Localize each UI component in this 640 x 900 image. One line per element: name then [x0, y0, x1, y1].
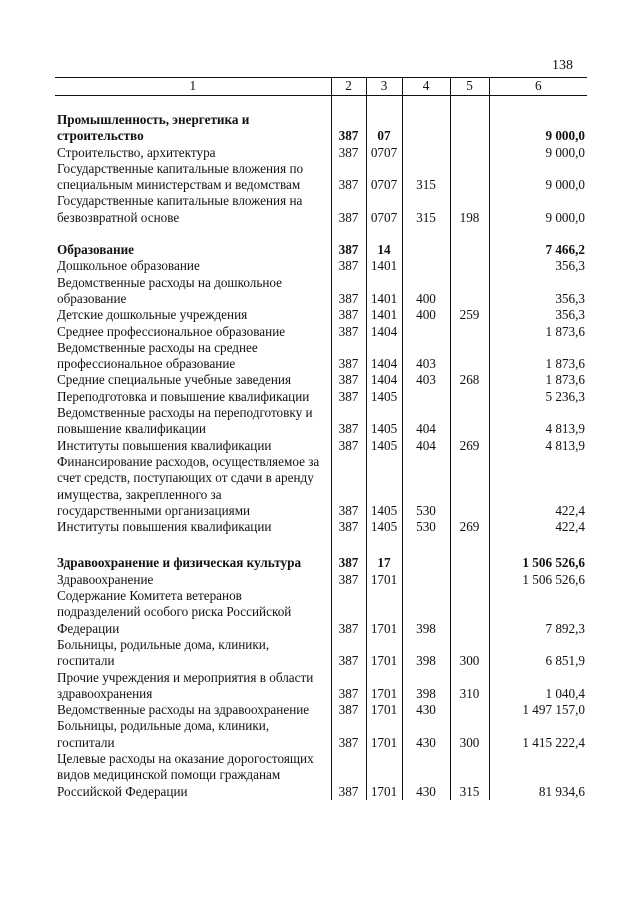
- section-code-cell: 1405: [366, 519, 402, 535]
- code-cell: 387: [331, 340, 366, 373]
- table-row: [55, 161, 587, 194]
- empty-cell: [489, 535, 587, 555]
- code-cell: 387: [331, 555, 366, 571]
- target-code-cell: [402, 112, 450, 145]
- row-name-cell: Переподготовка и повышение квалификации: [57, 388, 310, 404]
- row-name-cell: Среднее профессиональное образование: [57, 323, 286, 339]
- empty-cell: [366, 96, 402, 113]
- section-code-cell: 1405: [366, 405, 402, 438]
- row-name-cell: Образование: [57, 242, 135, 258]
- section-code-cell: 1405: [366, 389, 402, 405]
- expense-type-cell: [450, 258, 489, 274]
- expense-type-cell: 269: [450, 519, 489, 535]
- code-cell: 387: [331, 702, 366, 718]
- column-header-1: 1: [55, 78, 331, 96]
- target-code-cell: 530: [402, 454, 450, 519]
- expense-type-cell: [450, 572, 489, 588]
- budget-table: [55, 77, 587, 800]
- section-code-cell: 14: [366, 242, 402, 258]
- section-code-cell: 1405: [366, 454, 402, 519]
- table-row: [55, 438, 587, 454]
- amount-cell: 81 934,6: [489, 751, 587, 800]
- section-code-cell: 1401: [366, 307, 402, 323]
- expense-type-cell: [450, 588, 489, 637]
- spacer-row: [55, 96, 587, 113]
- amount-cell: 9 000,0: [489, 145, 587, 161]
- empty-cell: [402, 535, 450, 555]
- table-header-row: [55, 78, 587, 96]
- section-code-cell: 0707: [366, 145, 402, 161]
- code-cell: 387: [331, 242, 366, 258]
- section-row: [55, 242, 587, 258]
- table-row: [55, 670, 587, 703]
- column-header-4: 4: [402, 78, 450, 96]
- amount-cell: 7 466,2: [489, 242, 587, 258]
- empty-cell: [402, 226, 450, 242]
- column-header-2: 2: [331, 78, 366, 96]
- amount-cell: 1 415 222,4: [489, 718, 587, 751]
- expense-type-cell: [450, 340, 489, 373]
- empty-cell: [55, 535, 331, 555]
- empty-cell: [55, 96, 331, 113]
- section-code-cell: 0707: [366, 161, 402, 194]
- table-row: [55, 275, 587, 308]
- code-cell: 387: [331, 405, 366, 438]
- row-name-cell: Финансирование расходов, осуществляемое за счет средств, поступающих от сдачи в аренду имущества, закрепленного за государственными организациями: [57, 453, 320, 518]
- empty-cell: [489, 226, 587, 242]
- expense-type-cell: 198: [450, 193, 489, 226]
- row-name-cell: Государственные капитальные вложения по специальным министерствам и ведомствам: [57, 160, 304, 193]
- target-code-cell: [402, 145, 450, 161]
- section-code-cell: 1401: [366, 275, 402, 308]
- table-row: [55, 718, 587, 751]
- section-code-cell: 1701: [366, 572, 402, 588]
- section-code-cell: 1405: [366, 438, 402, 454]
- row-name-cell: Целевые расходы на оказание дорогостоящих видов медицинской помощи гражданам Российской Федерации: [57, 750, 314, 799]
- target-code-cell: 398: [402, 670, 450, 703]
- code-cell: 387: [331, 454, 366, 519]
- code-cell: 387: [331, 372, 366, 388]
- amount-cell: 4 813,9: [489, 405, 587, 438]
- expense-type-cell: [450, 161, 489, 194]
- target-code-cell: 315: [402, 193, 450, 226]
- code-cell: 387: [331, 307, 366, 323]
- table-body: [55, 96, 587, 800]
- row-name-cell: Ведомственные расходы на дошкольное образование: [57, 274, 282, 306]
- section-code-cell: 1701: [366, 702, 402, 718]
- spacer-row: [55, 535, 587, 555]
- target-code-cell: 398: [402, 637, 450, 670]
- row-name-cell: Прочие учреждения и мероприятия в области здравоохранения: [57, 669, 314, 701]
- empty-cell: [450, 535, 489, 555]
- row-name-cell: Промышленность, энергетика и строительство: [57, 112, 250, 144]
- table-row: [55, 307, 587, 323]
- page-number: 138: [552, 58, 573, 73]
- amount-cell: 356,3: [489, 258, 587, 274]
- expense-type-cell: [450, 242, 489, 258]
- column-header-3: 3: [366, 78, 402, 96]
- section-row: [55, 555, 587, 571]
- section-code-cell: 0707: [366, 193, 402, 226]
- expense-type-cell: [450, 702, 489, 718]
- expense-type-cell: [450, 275, 489, 308]
- amount-cell: 1 873,6: [489, 372, 587, 388]
- amount-cell: 1 497 157,0: [489, 702, 587, 718]
- row-name-cell: Содержание Комитета ветеранов подразделений особого риска Российской Федерации: [57, 588, 292, 636]
- expense-type-cell: 315: [450, 751, 489, 800]
- amount-cell: 1 506 526,6: [489, 555, 587, 571]
- amount-cell: 5 236,3: [489, 389, 587, 405]
- empty-cell: [489, 96, 587, 113]
- row-name-cell: Ведомственные расходы на среднее профессиональное образование: [57, 339, 258, 372]
- target-code-cell: 404: [402, 438, 450, 454]
- table-row: [55, 751, 587, 800]
- code-cell: 387: [331, 324, 366, 340]
- row-name-cell: Государственные капитальные вложения на безвозвратной основе: [57, 193, 303, 225]
- expense-type-cell: [450, 112, 489, 145]
- target-code-cell: 530: [402, 519, 450, 535]
- target-code-cell: 403: [402, 340, 450, 373]
- amount-cell: 1 873,6: [489, 324, 587, 340]
- amount-cell: 9 000,0: [489, 193, 587, 226]
- column-header-6: 6: [489, 78, 587, 96]
- code-cell: 387: [331, 751, 366, 800]
- amount-cell: 356,3: [489, 275, 587, 308]
- target-code-cell: 400: [402, 307, 450, 323]
- code-cell: 387: [331, 519, 366, 535]
- code-cell: 387: [331, 258, 366, 274]
- section-code-cell: 1404: [366, 372, 402, 388]
- spacer-row: [55, 226, 587, 242]
- expense-type-cell: [450, 454, 489, 519]
- expense-type-cell: [450, 405, 489, 438]
- row-name-cell: Ведомственные расходы на переподготовку и повышение квалификации: [57, 405, 313, 437]
- expense-type-cell: [450, 555, 489, 571]
- amount-cell: 6 851,9: [489, 637, 587, 670]
- section-code-cell: 1701: [366, 670, 402, 703]
- expense-type-cell: 269: [450, 438, 489, 454]
- target-code-cell: [402, 242, 450, 258]
- expense-type-cell: [450, 389, 489, 405]
- table-row: [55, 389, 587, 405]
- code-cell: 387: [331, 389, 366, 405]
- target-code-cell: 430: [402, 718, 450, 751]
- table-row: [55, 193, 587, 226]
- section-code-cell: 07: [366, 112, 402, 145]
- section-code-cell: 1701: [366, 588, 402, 637]
- table-row: [55, 258, 587, 274]
- code-cell: 387: [331, 572, 366, 588]
- column-header-5: 5: [450, 78, 489, 96]
- target-code-cell: 403: [402, 372, 450, 388]
- section-code-cell: 1701: [366, 718, 402, 751]
- row-name-cell: Ведомственные расходы на здравоохранение: [57, 702, 310, 718]
- target-code-cell: [402, 258, 450, 274]
- amount-cell: 1 506 526,6: [489, 572, 587, 588]
- section-code-cell: 1404: [366, 324, 402, 340]
- row-name-cell: Больницы, родильные дома, клиники, госпитали: [57, 718, 270, 750]
- target-code-cell: [402, 324, 450, 340]
- row-name-cell: Здравоохранение и физическая культура: [57, 555, 302, 571]
- table-row: [55, 454, 587, 519]
- section-code-cell: 1701: [366, 637, 402, 670]
- empty-cell: [331, 535, 366, 555]
- code-cell: 387: [331, 670, 366, 703]
- code-cell: 387: [331, 637, 366, 670]
- expense-type-cell: 310: [450, 670, 489, 703]
- amount-cell: 1 040,4: [489, 670, 587, 703]
- code-cell: 387: [331, 588, 366, 637]
- table-row: [55, 340, 587, 373]
- code-cell: 387: [331, 275, 366, 308]
- empty-cell: [55, 226, 331, 242]
- empty-cell: [331, 226, 366, 242]
- target-code-cell: 315: [402, 161, 450, 194]
- empty-cell: [366, 535, 402, 555]
- row-name-cell: Дошкольное образование: [57, 258, 200, 274]
- code-cell: 387: [331, 718, 366, 751]
- row-name-cell: Больницы, родильные дома, клиники, госпитали: [57, 636, 270, 669]
- row-name-cell: Средние специальные учебные заведения: [57, 372, 292, 388]
- amount-cell: 9 000,0: [489, 161, 587, 194]
- row-name-cell: Институты повышения квалификации: [57, 437, 272, 453]
- code-cell: 387: [331, 112, 366, 145]
- code-cell: 387: [331, 193, 366, 226]
- amount-cell: 422,4: [489, 454, 587, 519]
- code-cell: 387: [331, 145, 366, 161]
- row-name-cell: Институты повышения квалификации: [57, 519, 272, 535]
- code-cell: 387: [331, 161, 366, 194]
- amount-cell: 7 892,3: [489, 588, 587, 637]
- target-code-cell: 404: [402, 405, 450, 438]
- empty-cell: [331, 96, 366, 113]
- table-row: [55, 637, 587, 670]
- row-name-cell: Здравоохранение: [57, 571, 154, 587]
- section-code-cell: 1701: [366, 751, 402, 800]
- amount-cell: 1 873,6: [489, 340, 587, 373]
- section-row: [55, 112, 587, 145]
- target-code-cell: [402, 572, 450, 588]
- table-row: [55, 519, 587, 535]
- table-row: [55, 702, 587, 718]
- target-code-cell: [402, 389, 450, 405]
- table-row: [55, 372, 587, 388]
- row-name-cell: Детские дошкольные учреждения: [57, 307, 248, 323]
- target-code-cell: 430: [402, 751, 450, 800]
- target-code-cell: 398: [402, 588, 450, 637]
- expense-type-cell: 300: [450, 718, 489, 751]
- table-row: [55, 145, 587, 161]
- amount-cell: 422,4: [489, 519, 587, 535]
- target-code-cell: 430: [402, 702, 450, 718]
- table-row: [55, 572, 587, 588]
- empty-cell: [402, 96, 450, 113]
- code-cell: 387: [331, 438, 366, 454]
- expense-type-cell: 259: [450, 307, 489, 323]
- target-code-cell: 400: [402, 275, 450, 308]
- empty-cell: [450, 96, 489, 113]
- expense-type-cell: [450, 324, 489, 340]
- amount-cell: 9 000,0: [489, 112, 587, 145]
- table-row: [55, 588, 587, 637]
- table-row: [55, 324, 587, 340]
- section-code-cell: 1401: [366, 258, 402, 274]
- amount-cell: 356,3: [489, 307, 587, 323]
- section-code-cell: 1404: [366, 340, 402, 373]
- row-name-cell: Строительство, архитектура: [57, 144, 216, 160]
- amount-cell: 4 813,9: [489, 438, 587, 454]
- expense-type-cell: [450, 145, 489, 161]
- section-code-cell: 17: [366, 555, 402, 571]
- empty-cell: [366, 226, 402, 242]
- table-row: [55, 405, 587, 438]
- expense-type-cell: 300: [450, 637, 489, 670]
- expense-type-cell: 268: [450, 372, 489, 388]
- target-code-cell: [402, 555, 450, 571]
- empty-cell: [450, 226, 489, 242]
